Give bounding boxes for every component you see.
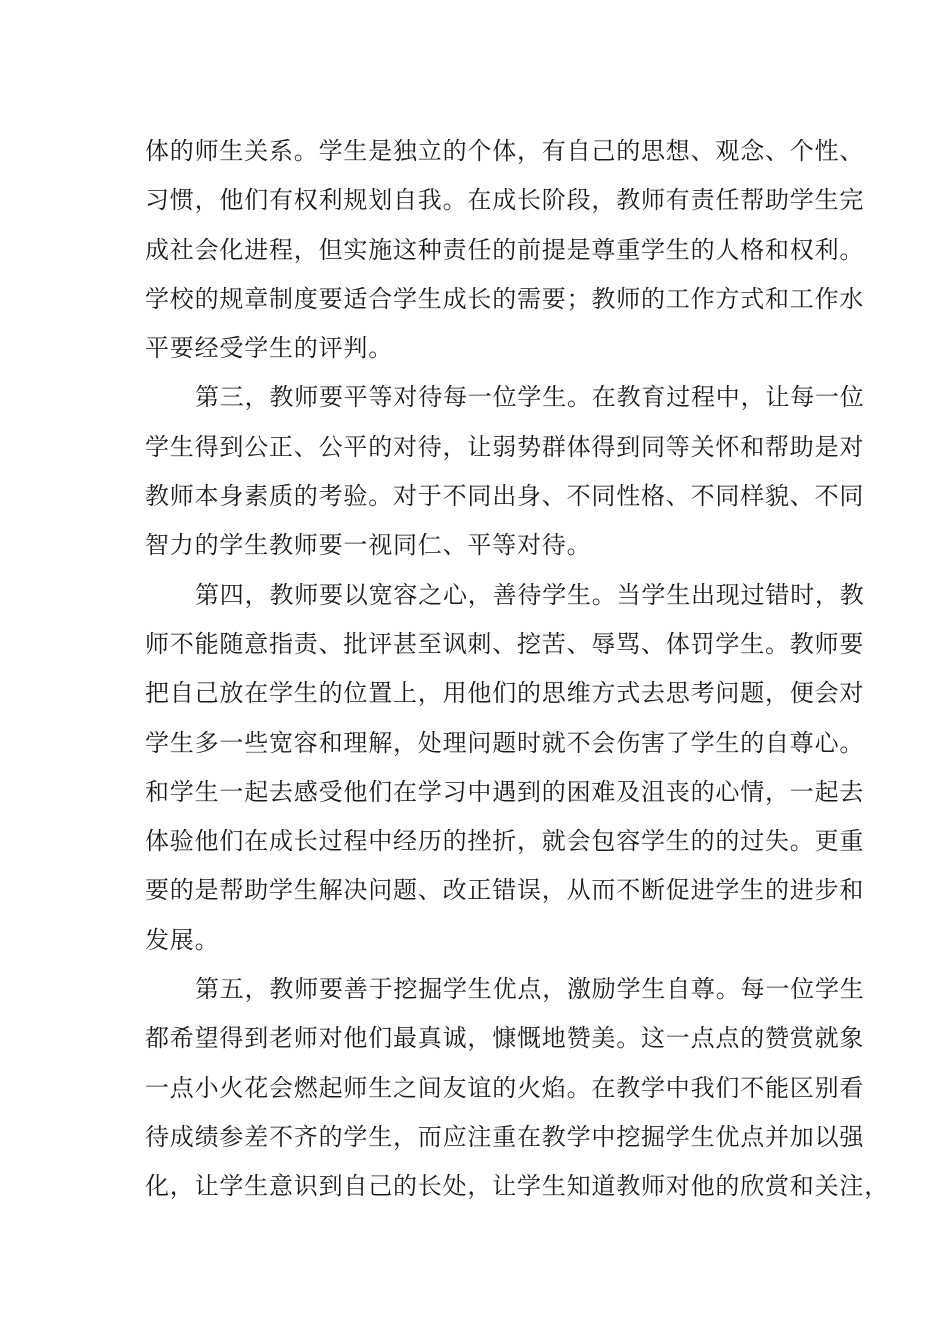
text-line: 教师本身素质的考验。对于不同出身、不同性格、不同样貌、不同: [145, 482, 865, 511]
text-line: 待成绩参差不齐的学生，而应注重在教学中挖掘学生优点并加以强: [145, 1122, 865, 1151]
text-line: 智力的学生教师要一视同仁、平等对待。: [145, 531, 592, 560]
text-line: 习惯，他们有权利规划自我。在成长阶段，教师有责任帮助学生完: [145, 186, 865, 215]
text-line: 学校的规章制度要适合学生成长的需要；教师的工作方式和工作水: [145, 284, 865, 313]
text-line: 成社会化进程，但实施这种责任的前提是尊重学生的人格和权利。: [145, 235, 865, 264]
text-line: 发展。: [145, 925, 220, 954]
text-line: 一点小火花会燃起师生之间友谊的火焰。在教学中我们不能区别看: [145, 1073, 865, 1102]
paragraph-start-line: 第五，教师要善于挖掘学生优点，激励学生自尊。每一位学生: [195, 975, 865, 1004]
text-line: 平要经受学生的评判。: [145, 334, 393, 363]
text-line: 师不能随意指责、批评甚至讽刺、挖苦、辱骂、体罚学生。教师要: [145, 629, 865, 658]
paragraph-start-line: 第四，教师要以宽容之心，善待学生。当学生出现过错时，教: [195, 580, 865, 609]
body-text: [145, 127, 889, 1212]
text-line: 和学生一起去感受他们在学习中遇到的困难及沮丧的心情，一起去: [145, 777, 865, 806]
text-line: 要的是帮助学生解决问题、改正错误，从而不断促进学生的进步和: [145, 876, 865, 905]
text-line: 体验他们在成长过程中经历的挫折，就会包容学生的的过失。更重: [145, 827, 865, 856]
paragraph-start-line: 第三，教师要平等对待每一位学生。在教育过程中，让每一位: [195, 383, 865, 412]
text-line: 把自己放在学生的位置上，用他们的思维方式去思考问题，便会对: [145, 679, 865, 708]
text-line: 学生得到公正、公平的对待，让弱势群体得到同等关怀和帮助是对: [145, 432, 865, 461]
text-line: 化，让学生意识到自己的长处，让学生知道教师对他的欣赏和关注，: [145, 1172, 889, 1201]
text-line: 都希望得到老师对他们最真诚，慷慨地赞美。这一点点的赞赏就象: [145, 1024, 865, 1053]
text-line: 体的师生关系。学生是独立的个体，有自己的思想、观念、个性、: [145, 137, 865, 165]
text-line: 学生多一些宽容和理解，处理问题时就不会伤害了学生的自尊心。: [145, 728, 865, 757]
